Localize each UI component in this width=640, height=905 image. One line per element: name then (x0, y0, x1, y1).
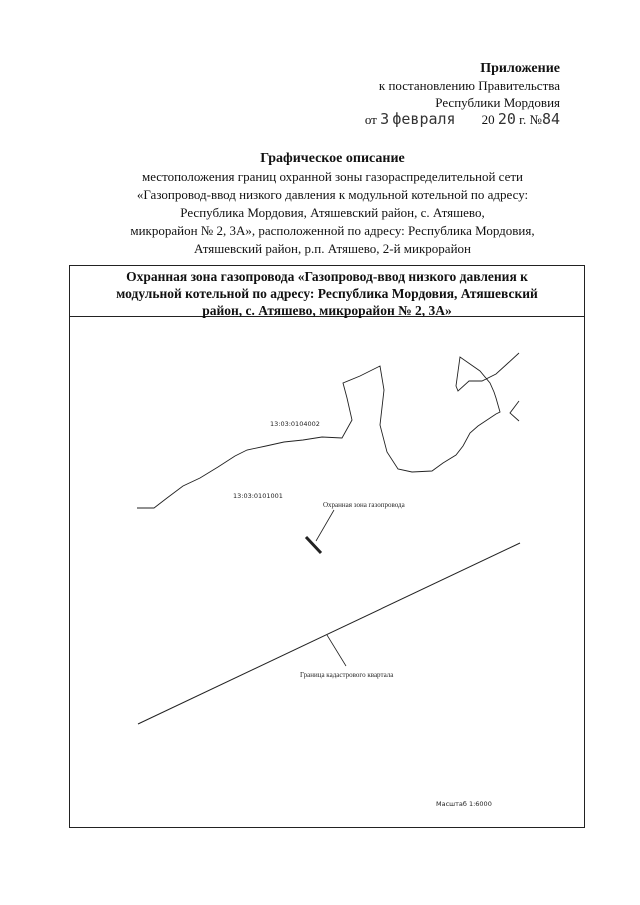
parcel-boundary-line-right (510, 401, 519, 421)
scale-label: Масштаб 1:6000 (436, 800, 492, 808)
date-day: 3 (380, 110, 390, 128)
appendix-line-1: к постановлению Правительства (378, 78, 560, 93)
date-year-unit: г. № (519, 112, 542, 127)
boundary-label: Граница кадастрового квартала (300, 671, 394, 679)
zone-label: Охранная зона газопровода (323, 501, 405, 509)
description-block (60, 150, 605, 258)
cadastral-boundary-line (138, 543, 520, 724)
appendix-line-2: Республики Мордовия (435, 95, 560, 110)
map-drawing (70, 266, 584, 827)
map-title-line: Охранная зона газопровода «Газопровод-ввод низкого давления к (126, 269, 528, 284)
map-title-line: район, с. Атяшево, микрорайон № 2, 3А» (202, 303, 452, 318)
document-number: 84 (541, 110, 560, 128)
date-year-prefix: 20 (481, 112, 495, 127)
description-line: «Газопровод-ввод низкого давления к модульной котельной по адресу: (136, 187, 529, 202)
date-prefix: от (364, 112, 377, 127)
description-line: микрорайон № 2, 3А», расположенной по адресу: Республика Мордовия, (130, 223, 535, 238)
description-line: местоположения границ охранной зоны газораспределительной сети (141, 169, 524, 184)
gas-pipeline-zone (306, 537, 321, 553)
description-heading: Графическое описание (260, 151, 405, 166)
zone-label-leader (316, 510, 334, 541)
date-year-suffix: 20 (497, 110, 516, 128)
map-title-line: модульной котельной по адресу: Республика Мордовия, Атяшевский (116, 286, 538, 301)
appendix-block (330, 60, 560, 128)
appendix-title: Приложение (480, 61, 560, 76)
date-month: февраля (392, 110, 456, 128)
appendix-date-line (330, 111, 560, 128)
map-frame (69, 265, 585, 828)
description-line: Атяшевский район, р.п. Атяшево, 2-й микрорайон (194, 241, 471, 256)
parcel-label-south: 13:03:0101001 (233, 492, 283, 500)
description-line: Республика Мордовия, Атяшевский район, с. Атяшево, (180, 205, 485, 220)
boundary-label-leader (327, 635, 346, 666)
parcel-label-north: 13:03:0104002 (270, 420, 320, 428)
parcel-boundary-line (137, 353, 519, 508)
